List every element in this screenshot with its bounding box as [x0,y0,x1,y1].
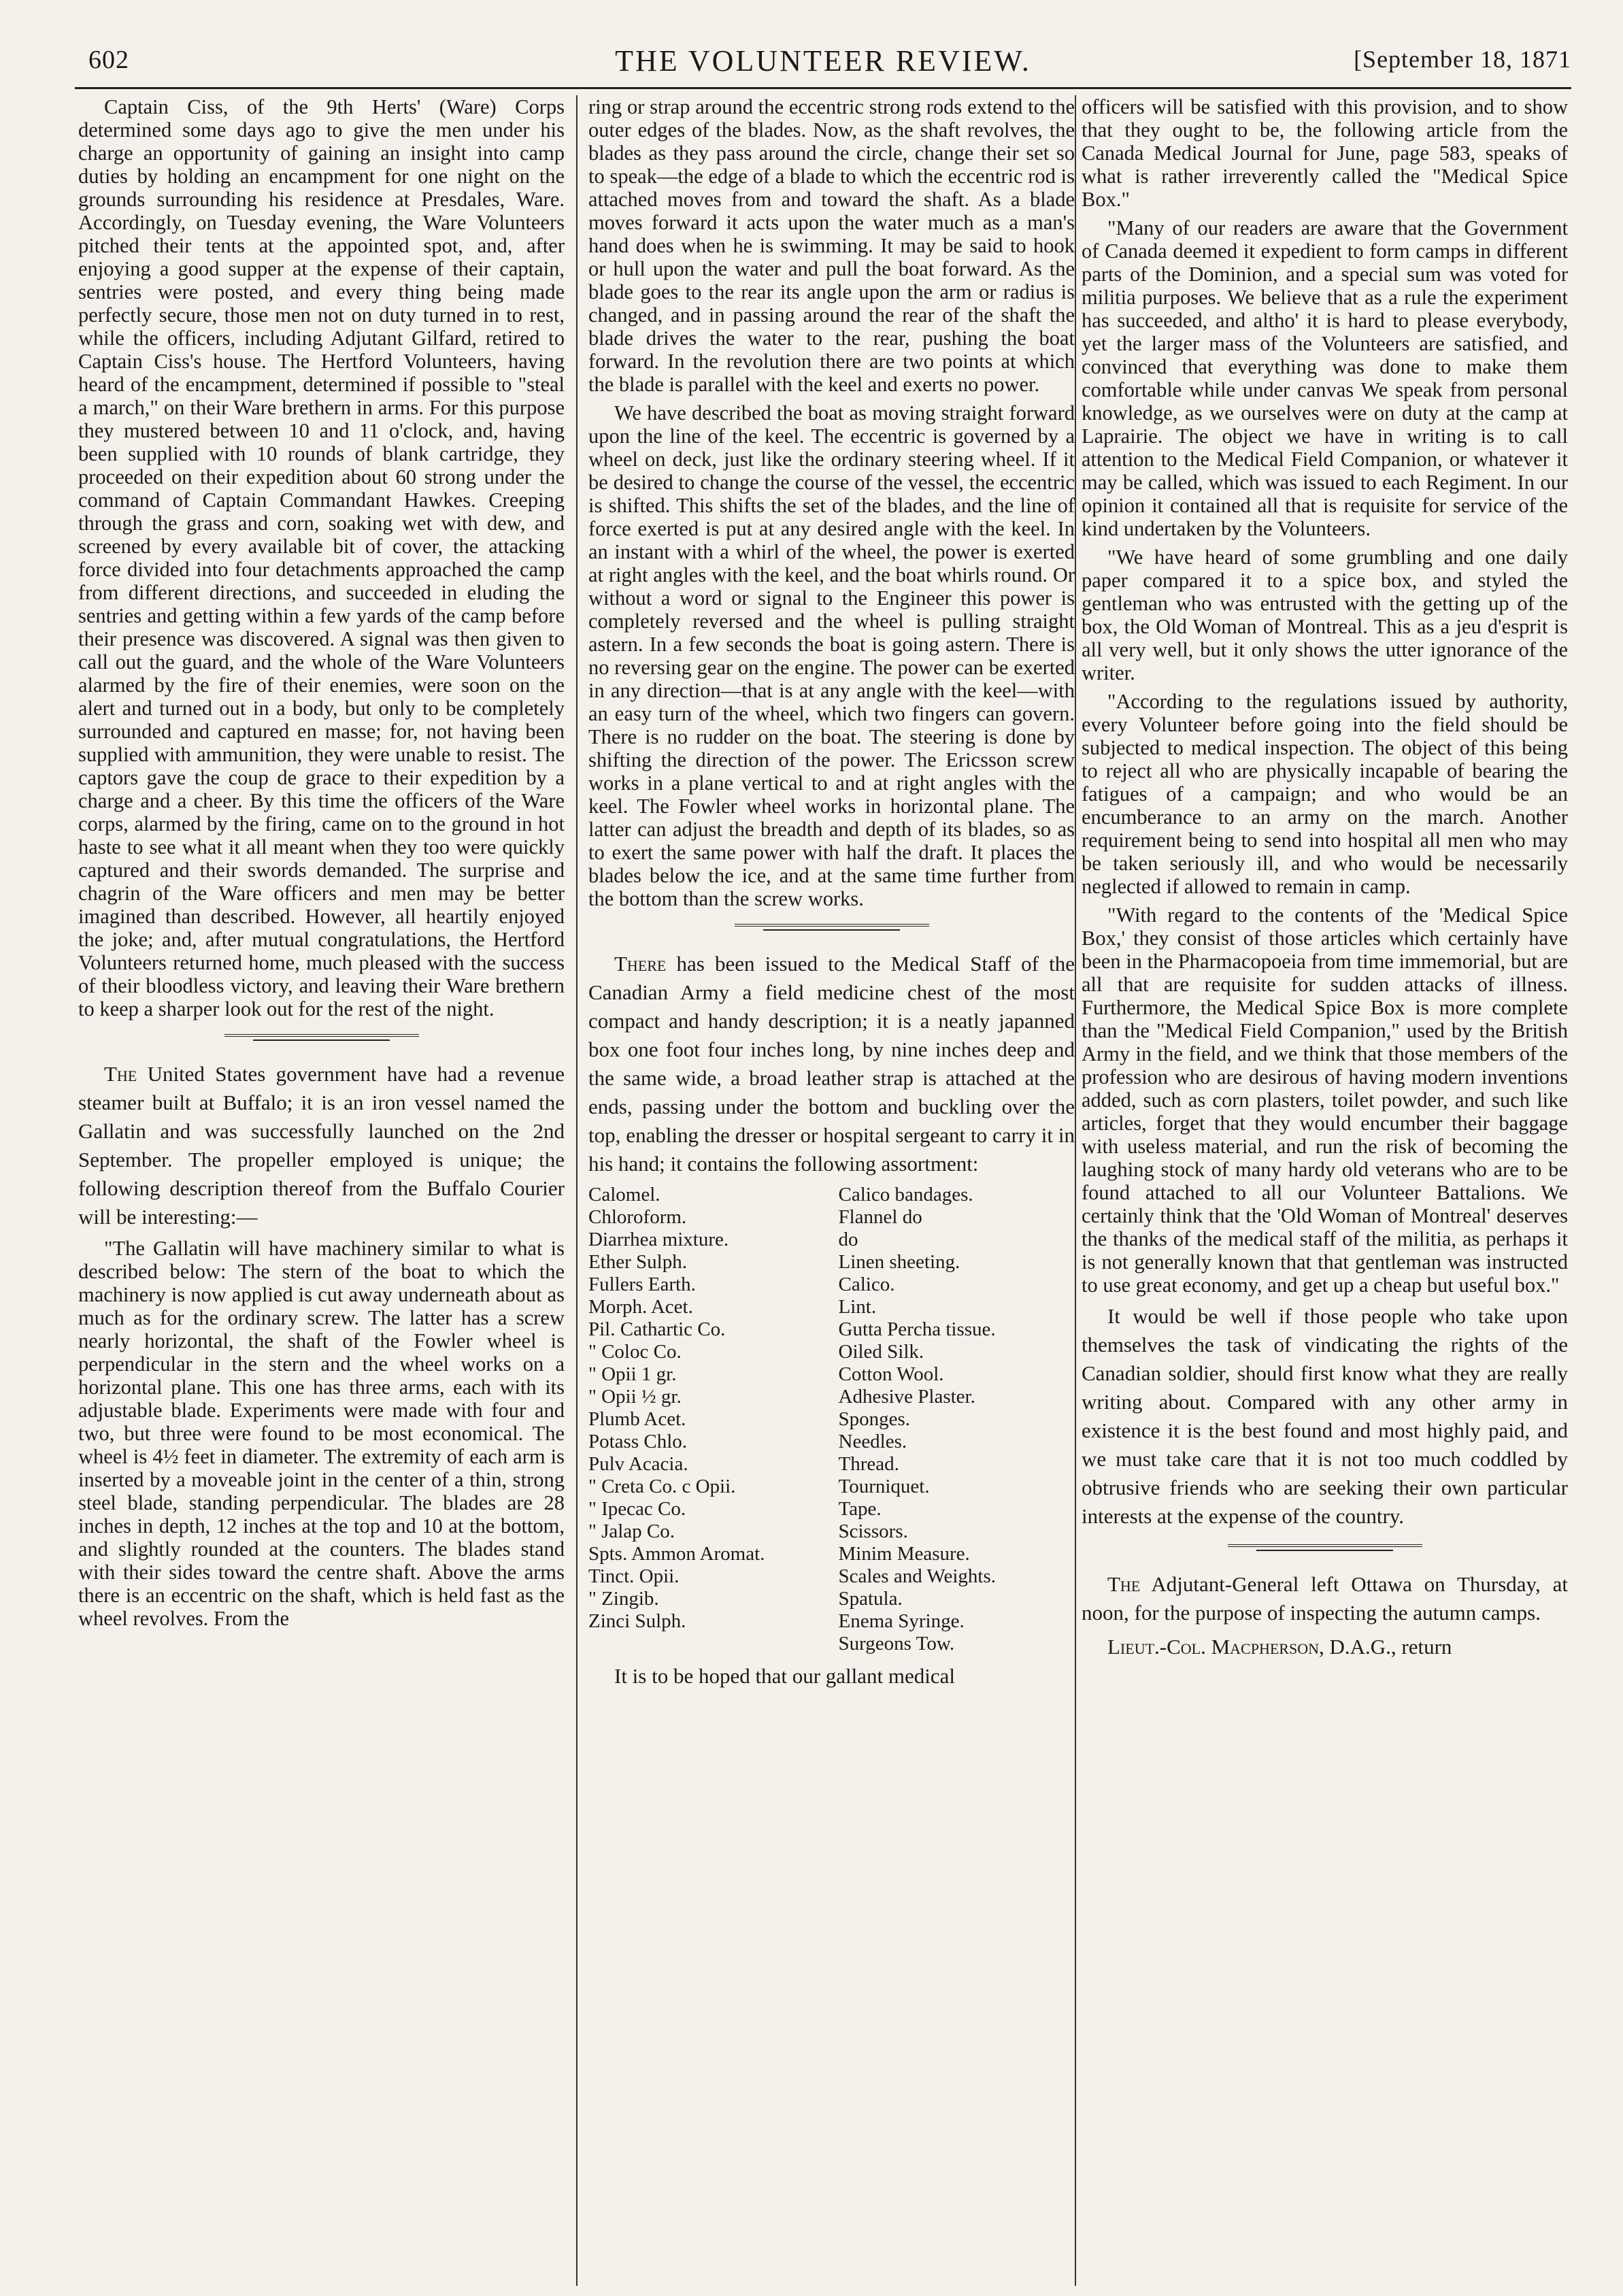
medicine-item: do [838,1229,858,1250]
medicine-item: Tourniquet. [838,1476,930,1497]
header-rule [75,87,1571,89]
medicine-item: " Opii 1 gr. [588,1363,677,1385]
medicine-item: " Ipecac Co. [588,1498,686,1520]
medicine-item: Sponges. [838,1408,911,1430]
article-gallatin-description: "The Gallatin will have machinery similar to what is described below: The stern of the boat to which the machinery is now applied is cut away underneath about as much as for the ordinary screw. The latter has a screw nearly horizontal, the shaft of the Fowler wheel is perpendicular in the stern and the wheel works on a horizontal plane. This one has three arms, each with its adjustable blade. Experiments were made with four and two, but three were found to be most economical. The wheel is 4½ feet in diameter. The extremity of each arm is inserted by a moveable joint in the center of a thin, strong steel blade, standing perpendicular. The blades are 28 inches in depth, 12 inches at the top and 10 at the bottom, and slightly rounded at the counters. The blades stand with their sides toward the centre shaft. Above the arms there is an eccentric on the shaft, which is held fast as the wheel revolves. From the [78,1237,565,1630]
medicine-item: Fullers Earth. [588,1274,696,1295]
medicine-item: Calico. [838,1274,895,1295]
medicine-item: Tape. [838,1498,882,1520]
medicine-item: Flannel do [838,1206,922,1228]
medicine-item: Surgeons Tow. [838,1633,955,1654]
medicine-item: Spatula. [838,1588,903,1610]
issue-date: [September 18, 1871 [1354,46,1571,73]
article-medicine-chest [588,950,1075,1178]
page-number: 602 [88,46,129,74]
lead-word: The [104,1062,137,1086]
quote-regulations: "According to the regulations issued by authority, every Volunteer before going into the field should be subjected to medical inspection. The object of this being to reject all who are physically incapable of bearing the fatigues of a campaign; and who would be an encumberance to an army on the march. Another requirement being to send into hospital all men who may be taken seriously ill, and who would be necessarily neglected if allowed to remain in camp. [1082,690,1568,898]
medicine-item: Gutta Percha tissue. [838,1318,996,1340]
quote-grumbling: "We have heard of some grumbling and one daily paper compared it to a spice box, and styled the gentleman who was entrusted with the getting up of the box, the Old Woman of Montreal. This as a jeu d'esprit is all very well, but it only shows the utter ignorance of the writer. [1082,546,1568,684]
medicine-item: Lint. [838,1296,877,1318]
medicine-item: Needles. [838,1431,907,1452]
article-separator [78,1030,565,1045]
column-divider-1 [576,95,578,2286]
article-macpherson [1082,1633,1568,1661]
column-divider-2 [1075,95,1076,2286]
quote-contents: "With regard to the contents of the 'Medical Spice Box,' they consist of those articles which certainly have been in the Pharmacopoeia from time immemorial, but are all that are requisite for sudden attacks of illness. Furthermore, the Medical Spice Box is more complete than the "Medical Field Companion," used by the British Army in the field, and we think that those members of the profession who are desirous of having modern inventions added, such as corn plasters, toilet powder, and such like articles, forget that they would encumber their baggage with useless material, and run the risk of becoming the laughing stock of many hardy old veterans who are to be found attached to all our Volunteer Battalions. We certainly think that the 'Old Woman of Montreal' deserves the thanks of the medical staff of the militia, as perhaps it is not generally known that that gentleman was instructed to use great economy, and get up a cheap but useful box." [1082,903,1568,1297]
medicine-item: " Zingib. [588,1588,659,1610]
article-canadian-soldier: It would be well if those people who take upon themselves the task of vindicating the rights of the Canadian soldier, should first know what they are really writing about. Compared with any other army in existence it is the best found and most highly paid, and we must take care that it is not too much coddled by obtrusive friends who are seeking their own particular interests at the expense of the country. [1082,1304,1568,1528]
masthead-title: THE VOLUNTEER REVIEW. [615,44,1031,78]
article-macpherson-text: D.A.G., return [1324,1635,1452,1659]
medicine-item: " Coloc Co. [588,1341,682,1363]
article-adjutant-general [1082,1570,1568,1627]
article-separator [588,920,1075,935]
medicine-item: Diarrhea mixture. [588,1229,729,1250]
medicine-item: Oiled Silk. [838,1341,924,1363]
medicine-item: Ether Sulph. [588,1251,687,1273]
lead-word: There [614,952,667,976]
medicine-item: Enema Syringe. [838,1610,965,1632]
article-adjutant-general-text: Adjutant-General left Ottawa on Thursday, at noon, for the purpose of inspecting the autumn camps. [1082,1572,1568,1625]
medicine-item: Minim Measure. [838,1543,970,1565]
medicine-item: Pil. Cathartic Co. [588,1318,726,1340]
article-separator [1082,1540,1568,1555]
column-1 [78,95,565,2286]
medicine-item: Chloroform. [588,1206,687,1228]
medicine-item: Cotton Wool. [838,1363,944,1385]
column-3 [1082,95,1568,2286]
medicine-item: Pulv Acacia. [588,1453,688,1475]
medicine-item: Adhesive Plaster. [838,1386,975,1408]
medicine-item: Scissors. [838,1520,908,1542]
article-gallatin-intro-text: United States government have had a revenue steamer built at Buffalo; it is an iron vessel named the Gallatin and was successfully launched on the 2nd September. The propeller employed is unique; the following description thereof from the Buffalo Courier will be interesting:— [78,1062,565,1229]
article-medicine-chest-text: has been issued to the Medical Staff of the Canadian Army a field medicine chest of the most compact and handy description; it is a neatly japanned box one foot four inches long, by nine inches deep and the same wide, a broad leather strap is attached at the ends, passing under the bottom and buckling over the top, enabling the dresser or hospital sergeant to carry it in his hand; it contains the following assortment: [588,952,1075,1176]
article-gallatin-steering: We have described the boat as moving straight forward upon the line of the keel. The eccentric is governed by a wheel on deck, just like the ordinary steering wheel. If it be desired to change the course of the vessel, the eccentric is shifted. This shifts the set of the blades, and the line of force exerted is put at any desired angle with the keel. In an instant with a whirl of the wheel, the power is exerted at right angles with the keel, and the boat whirls round. Or without a word or signal to the Engineer this power is completely reversed and the wheel is pulling straight astern. In a few seconds the boat is going astern. There is no reversing gear on the engine. The power can be exerted in any direction—that is at any angle with the keel—with an easy turn of the wheel, which two fingers can govern. There is no rudder on the boat. The steering is done by shifting the direction of the power. The Ericsson screw works in a plane vertical to and at right angles with the keel. The Fowler wheel works in horizontal plane. The latter can adjust the breadth and depth of its blades, so as to exert the same power with half the draft. It places the blades below the ice, and at the same time further from the bottom than the screw works. [588,401,1075,910]
article-medical-officers: It is to be hoped that our gallant medical [614,1664,956,1688]
article-gallatin-continued: ring or strap around the eccentric strong rods extend to the outer edges of the blades. Now, as the shaft revolves, the blades as they pass around the circle, change their set so to speak—the edge of a blade to which the eccentric rod is attached moves from and toward the shaft. As a blade moves forward it acts upon the water much as a man's hand does when he is swimming. It may be said to hook or hull upon the water and pull the boat forward. As the blade goes to the rear its angle upon the arm or radius is changed, and in passing around the rear of the shaft the blade drives the water to the rear, pushing the boat forward. In the revolution there are two points at which the blade is parallel with the keel and exerts no power. [588,95,1075,396]
article-gallatin-intro [78,1060,565,1231]
medicine-item: " Opii ½ gr. [588,1386,682,1408]
article-ware-camp: Captain Ciss, of the 9th Herts' (Ware) Corps determined some days ago to give the men under his charge an opportunity of gaining an insight into camp duties by holding an encampment for one night on the grounds surrounding his residence at Presdales, Ware. Accordingly, on Tuesday evening, the Ware Volunteers pitched their tents at the appointed spot, and, after enjoying a good supper at the expense of their captain, sentries were posted, and every thing being made perfectly secure, those men not on duty turned in to rest, while the officers, including Adjutant Gilfard, retired to Captain Ciss's house. The Hertford Volunteers, having heard of the encampment, determined if possible to "steal a march," on their Ware brethern in arms. For this purpose they mustered between 10 and 11 o'clock, and, having been supplied with 10 rounds of blank cartridge, they proceeded on their expedition about 60 strong under the command of Captain Commandant Hawkes. Creeping through the grass and corn, soaking wet with dew, and screened by every available bit of cover, the attacking force divided into four detachments approached the camp from different directions, and succeeded in eluding the sentries and getting within a few yards of the camp before their presence was discovered. A signal was then given to call out the guard, and the whole of the Ware Volunteers alarmed by the fire of their enemies, were soon on the alert and turned out in a body, but only to be completely surrounded and captured en masse; for, not having been supplied with ammunition, they were unable to resist. The captors gave the coup de grace to their expedition by a charge and a cheer. By this time the officers of the Ware corps, alarmed by the firing, came on to the ground in hot haste to see what it all meant when they too were quickly captured and their swords demanded. The surprise and chagrin of the Ware officers and men may be better imagined than described. However, all heartily enjoyed the joke; and, after mutual congratulations, the Hertford Volunteers returned home, much pleased with the success of their bloodless victory, and leaving their Ware brethern to keep a sharper look out for the rest of the night. [78,95,565,1020]
medicine-item: Spts. Ammon Aromat. [588,1543,765,1565]
lead-word: The [1107,1572,1141,1596]
medicine-item: Morph. Acet. [588,1296,693,1318]
article-spice-box-intro: officers will be satisfied with this provision, and to show that they ought to be, the following article from the Canada Medical Journal for June, page 583, speaks of what is rather irreverently called the "Medical Spice Box." [1082,95,1568,211]
medicine-item: Linen sheeting. [838,1251,960,1273]
lead-word: Lieut.-Col. Macpherson, [1107,1635,1324,1659]
medicine-item: " Jalap Co. [588,1520,675,1542]
column-2 [588,95,1075,2286]
page-header [75,39,1571,80]
quote-camps: "Many of our readers are aware that the Government of Canada deemed it expedient to form camps in different parts of the Dominion, and a special sum was voted for militia purposes. We believe that as a rule the experiment has succeeded, and altho' it is hard to please everybody, yet the larger mass of the Volunteers are satisfied, and convinced that everything was done to make them comfortable while under canvas We speak from personal knowledge, as we ourselves were on duty at the camp at Laprairie. The object we have in writing is to call attention to the Medical Field Companion, or whatever it may be called, which was issued to each Regiment. In our opinion it contained all that is requisite for service of the kind undertaken by the Volunteers. [1082,216,1568,540]
medicine-item: Thread. [838,1453,899,1475]
medicine-item [588,1633,832,1655]
medicine-chest-contents [588,1184,1075,1655]
medicine-item: Calomel. [588,1184,660,1205]
medicine-item: " Creta Co. c Opii. [588,1476,736,1497]
medicine-item: Zinci Sulph. [588,1610,686,1632]
medicine-item: Scales and Weights. [838,1565,997,1587]
medicine-item: Tinct. Opii. [588,1565,680,1587]
medicine-item: Plumb Acet. [588,1408,686,1430]
medicine-item: Calico bandages. [838,1184,973,1205]
medicine-item: Potass Chlo. [588,1431,688,1452]
